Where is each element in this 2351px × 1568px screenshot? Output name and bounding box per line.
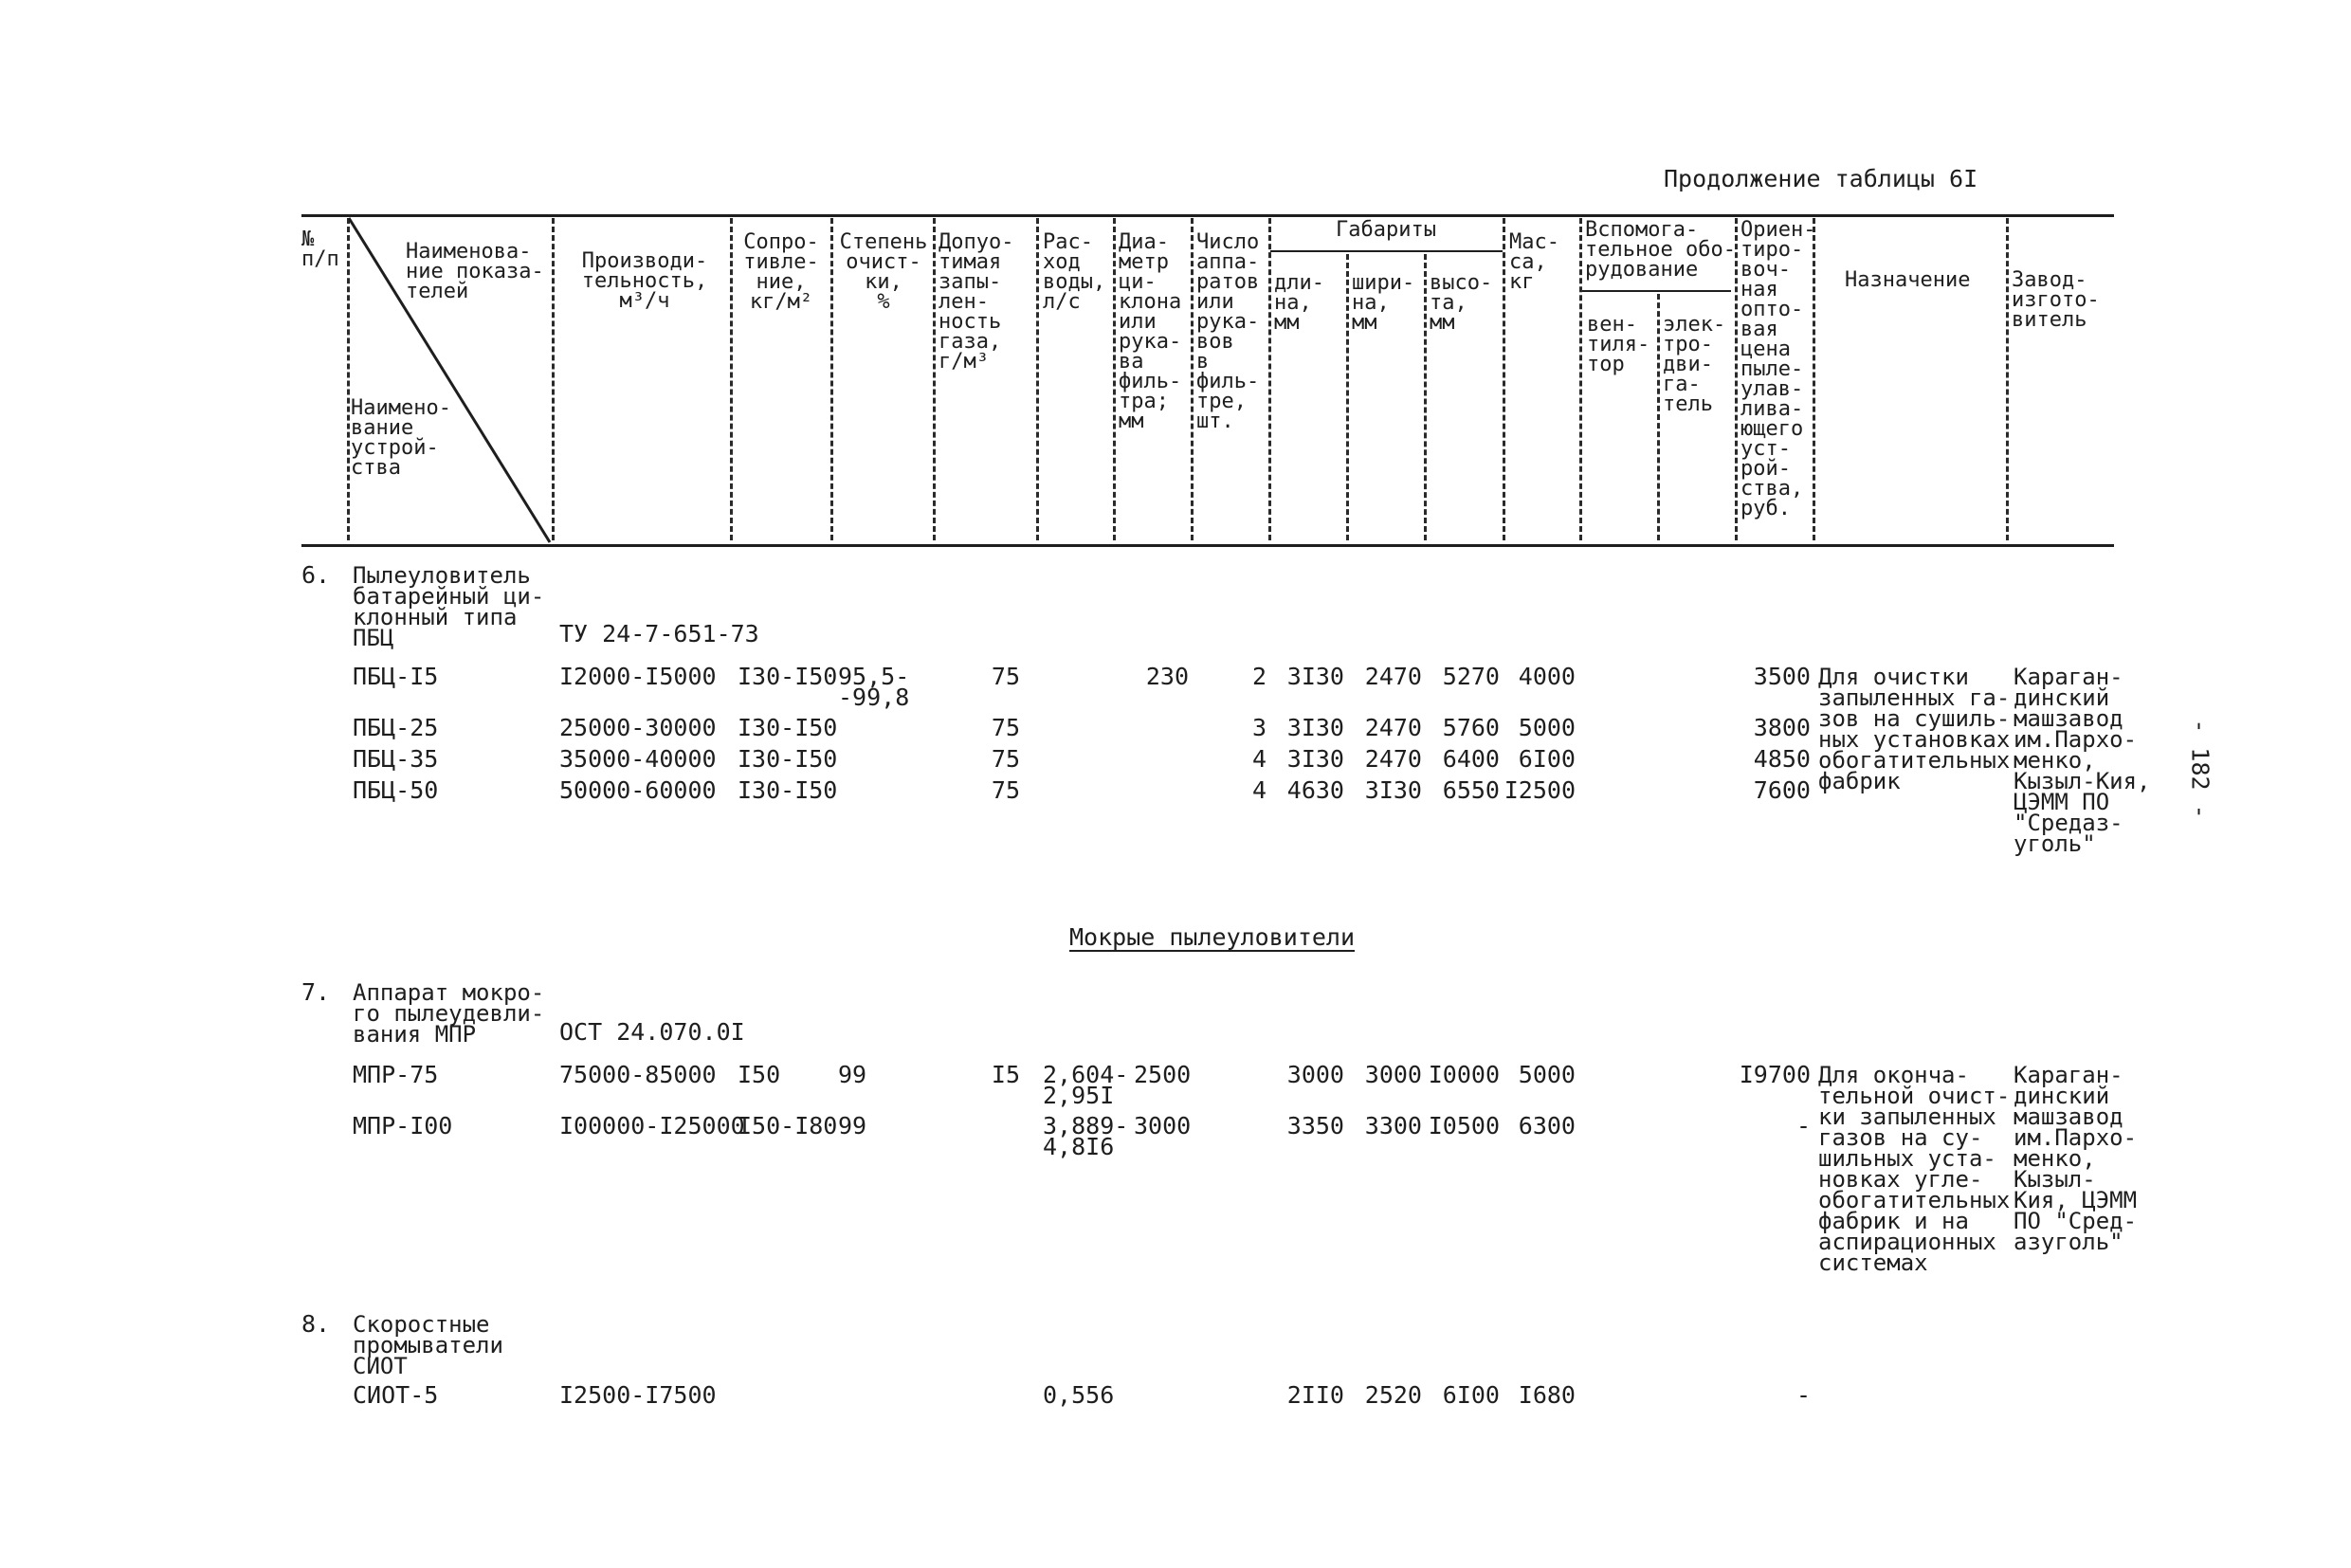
col-sep (730, 218, 733, 540)
device-model: СИОТ-5 (353, 1381, 439, 1409)
section-number: 6. (301, 561, 331, 589)
purpose-cell: Для оконча- тельной очист- ки запыленных газов на су- шильных уста- новках угле- обогатительных фабрик и на аспирационных системах (1818, 1062, 2011, 1276)
manufacturer-cell: Караган- динский машзавод им.Пархо- менко, Кызыл- Кия, ЦЭММ ПО "Сред- азуголь" (2014, 1062, 2138, 1255)
section-title: Аппарат мокро- го пылеудевли- вания МПР (353, 979, 545, 1048)
water-cell: 0,556 (1043, 1381, 1115, 1409)
continuation-title: Продолжение таблицы 6I (1664, 165, 1978, 192)
header-height: высо- та, мм (1430, 271, 1493, 335)
section-number: 8. (301, 1310, 331, 1338)
dust-cell: 75 (991, 776, 1020, 804)
header-count: Число аппа- ратов или рука- вов в филь- тре, шт. (1196, 230, 1260, 433)
col-sep (1424, 254, 1427, 540)
col-sep (933, 218, 936, 540)
col-sep (2006, 218, 2009, 540)
efficiency-cell: 99 (838, 1112, 867, 1140)
header-aux: Вспомога- тельное обо- рудование (1585, 218, 1736, 282)
col-sep (1268, 218, 1271, 540)
header-allowed-dust: Допуо- тимая запы- лен- ность газа, г/м³ (939, 230, 1014, 374)
price-cell: - (1795, 1112, 1811, 1140)
section-title: Скоростные промыватели СИОТ (353, 1311, 503, 1379)
height-cell: 5760 (1442, 714, 1500, 741)
capacity-cell: 75000-85000 (559, 1061, 717, 1088)
mass-cell: 5000 (1518, 1061, 1576, 1088)
width-cell: 2520 (1364, 1381, 1422, 1409)
purpose-cell: Для очистки запыленных га- зов на сушиль- ных установках обогатительных фабрик (1818, 664, 2011, 794)
col-sep (1657, 294, 1660, 540)
section-standard: ТУ 24-7-651-73 (559, 620, 759, 647)
dust-cell: I5 (991, 1061, 1020, 1088)
diameter-cell: 2500 (1134, 1061, 1192, 1088)
aux-subrule (1579, 290, 1731, 292)
section-number: 7. (301, 978, 331, 1006)
resistance-cell: I30-I50 (738, 745, 838, 773)
capacity-cell: 35000-40000 (559, 745, 717, 773)
length-cell: 3350 (1286, 1112, 1344, 1140)
width-cell: 3000 (1364, 1061, 1422, 1088)
price-cell: I9700 (1739, 1061, 1811, 1088)
capacity-cell: I00000-I25000 (559, 1112, 745, 1140)
resistance-cell: I30-I50 (738, 776, 838, 804)
header-manufacturer: Завод- изгото- витель (2012, 268, 2100, 332)
length-cell: 3I30 (1286, 714, 1344, 741)
capacity-cell: 25000-30000 (559, 714, 717, 741)
col-sep (1191, 218, 1194, 540)
count-cell: 2 (1251, 663, 1267, 690)
height-cell: I0500 (1428, 1112, 1500, 1140)
mass-cell: 6I00 (1518, 745, 1576, 773)
device-model: МПР-I00 (353, 1112, 453, 1140)
dust-cell: 75 (991, 663, 1020, 690)
efficiency-cell: 95,5- -99,8 (838, 663, 910, 711)
water-cell: 3,889- 4,8I6 (1043, 1112, 1129, 1160)
price-cell: 3500 (1753, 663, 1811, 690)
header-bottom-rule (301, 544, 2114, 547)
length-cell: 4630 (1286, 776, 1344, 804)
manufacturer-cell: Караган- динский машзавод им.Пархо- менко, Кызыл-Кия, ЦЭММ ПО "Средаз- уголь" (2014, 664, 2151, 857)
resistance-cell: I50-I80 (738, 1112, 838, 1140)
header-water-flow: Рас- ход воды, л/с (1043, 230, 1106, 314)
height-cell: I0000 (1428, 1061, 1500, 1088)
header-efficiency: Степень очист- ки, % (839, 230, 928, 314)
length-cell: 3I30 (1286, 745, 1344, 773)
width-cell: 2470 (1364, 714, 1422, 741)
dust-cell: 75 (991, 745, 1020, 773)
dust-cell: 75 (991, 714, 1020, 741)
col-sep (1503, 218, 1505, 540)
col-sep (830, 218, 833, 540)
length-cell: 3000 (1286, 1061, 1344, 1088)
device-model: ПБЦ-25 (353, 714, 439, 741)
header-width: шири- на, мм (1352, 271, 1415, 335)
diameter-cell: 230 (1145, 663, 1189, 690)
width-cell: 2470 (1364, 663, 1422, 690)
width-cell: 3I30 (1364, 776, 1422, 804)
header-fan: вен- тиля- тор (1587, 313, 1650, 376)
width-cell: 2470 (1364, 745, 1422, 773)
device-model: МПР-75 (353, 1061, 439, 1088)
header-resistance: Сопро- тивле- ние, кг/м² (743, 230, 819, 314)
height-cell: 6I00 (1442, 1381, 1500, 1409)
header-indicator-name: Наименова- ние показа- телей (406, 240, 544, 303)
page-number: - 182 - (2186, 719, 2214, 819)
header-device-name: Наимено- вание устрой- ства (351, 396, 451, 480)
header-top-rule (301, 214, 2114, 217)
col-sep (1113, 218, 1116, 540)
price-cell: 3800 (1753, 714, 1811, 741)
section-standard: ОСТ 24.070.0I (559, 1018, 745, 1046)
header-dimensions: Габариты (1336, 218, 1436, 242)
col-sep (1346, 254, 1349, 540)
count-cell: 4 (1251, 776, 1267, 804)
height-cell: 5270 (1442, 663, 1500, 690)
resistance-cell: I50 (738, 1061, 781, 1088)
count-cell: 3 (1251, 714, 1267, 741)
section-heading: Мокрые пылеуловители (1069, 923, 1356, 951)
capacity-cell: 50000-60000 (559, 776, 717, 804)
col-sep (1579, 218, 1582, 540)
height-cell: 6550 (1442, 776, 1500, 804)
header-no: № п/п (301, 228, 339, 271)
mass-cell: 4000 (1518, 663, 1576, 690)
header-motor: элек- тро- дви- га- тель (1663, 313, 1726, 416)
header-capacity: Производи- тельность, м³/ч (581, 249, 708, 313)
mass-cell: 5000 (1518, 714, 1576, 741)
resistance-cell: I30-I50 (738, 663, 838, 690)
price-cell: 7600 (1753, 776, 1811, 804)
capacity-cell: I2000-I5000 (559, 663, 717, 690)
device-model: ПБЦ-50 (353, 776, 439, 804)
mass-cell: I2500 (1504, 776, 1576, 804)
resistance-cell: I30-I50 (738, 714, 838, 741)
price-cell: 4850 (1753, 745, 1811, 773)
header-length: дли- на, мм (1274, 271, 1324, 335)
section-title: Пылеуловитель батарейный ци- клонный типа ПБЦ (353, 562, 545, 651)
header-diameter: Диа- метр ци- клона или рука- ва филь- тра; мм (1119, 230, 1182, 433)
dimensions-subrule (1270, 250, 1503, 252)
col-sep (1036, 218, 1039, 540)
efficiency-cell: 99 (838, 1061, 867, 1088)
header-mass: Мас- са, кг (1509, 230, 1559, 294)
capacity-cell: I2500-I7500 (559, 1381, 717, 1409)
width-cell: 3300 (1364, 1112, 1422, 1140)
length-cell: 3I30 (1286, 663, 1344, 690)
height-cell: 6400 (1442, 745, 1500, 773)
water-cell: 2,604- 2,95I (1043, 1061, 1129, 1109)
length-cell: 2II0 (1286, 1381, 1344, 1409)
diameter-cell: 3000 (1134, 1112, 1192, 1140)
mass-cell: I680 (1518, 1381, 1576, 1409)
price-cell: - (1795, 1381, 1811, 1409)
mass-cell: 6300 (1518, 1112, 1576, 1140)
device-model: ПБЦ-35 (353, 745, 439, 773)
device-model: ПБЦ-I5 (353, 663, 439, 690)
count-cell: 4 (1251, 745, 1267, 773)
header-price: Ориен- тиро- воч- ная опто- вая цена пыле- улав- лива- ющего уст- рой- ства, руб. (1740, 218, 1816, 520)
header-purpose: Назначение (1845, 268, 1971, 292)
